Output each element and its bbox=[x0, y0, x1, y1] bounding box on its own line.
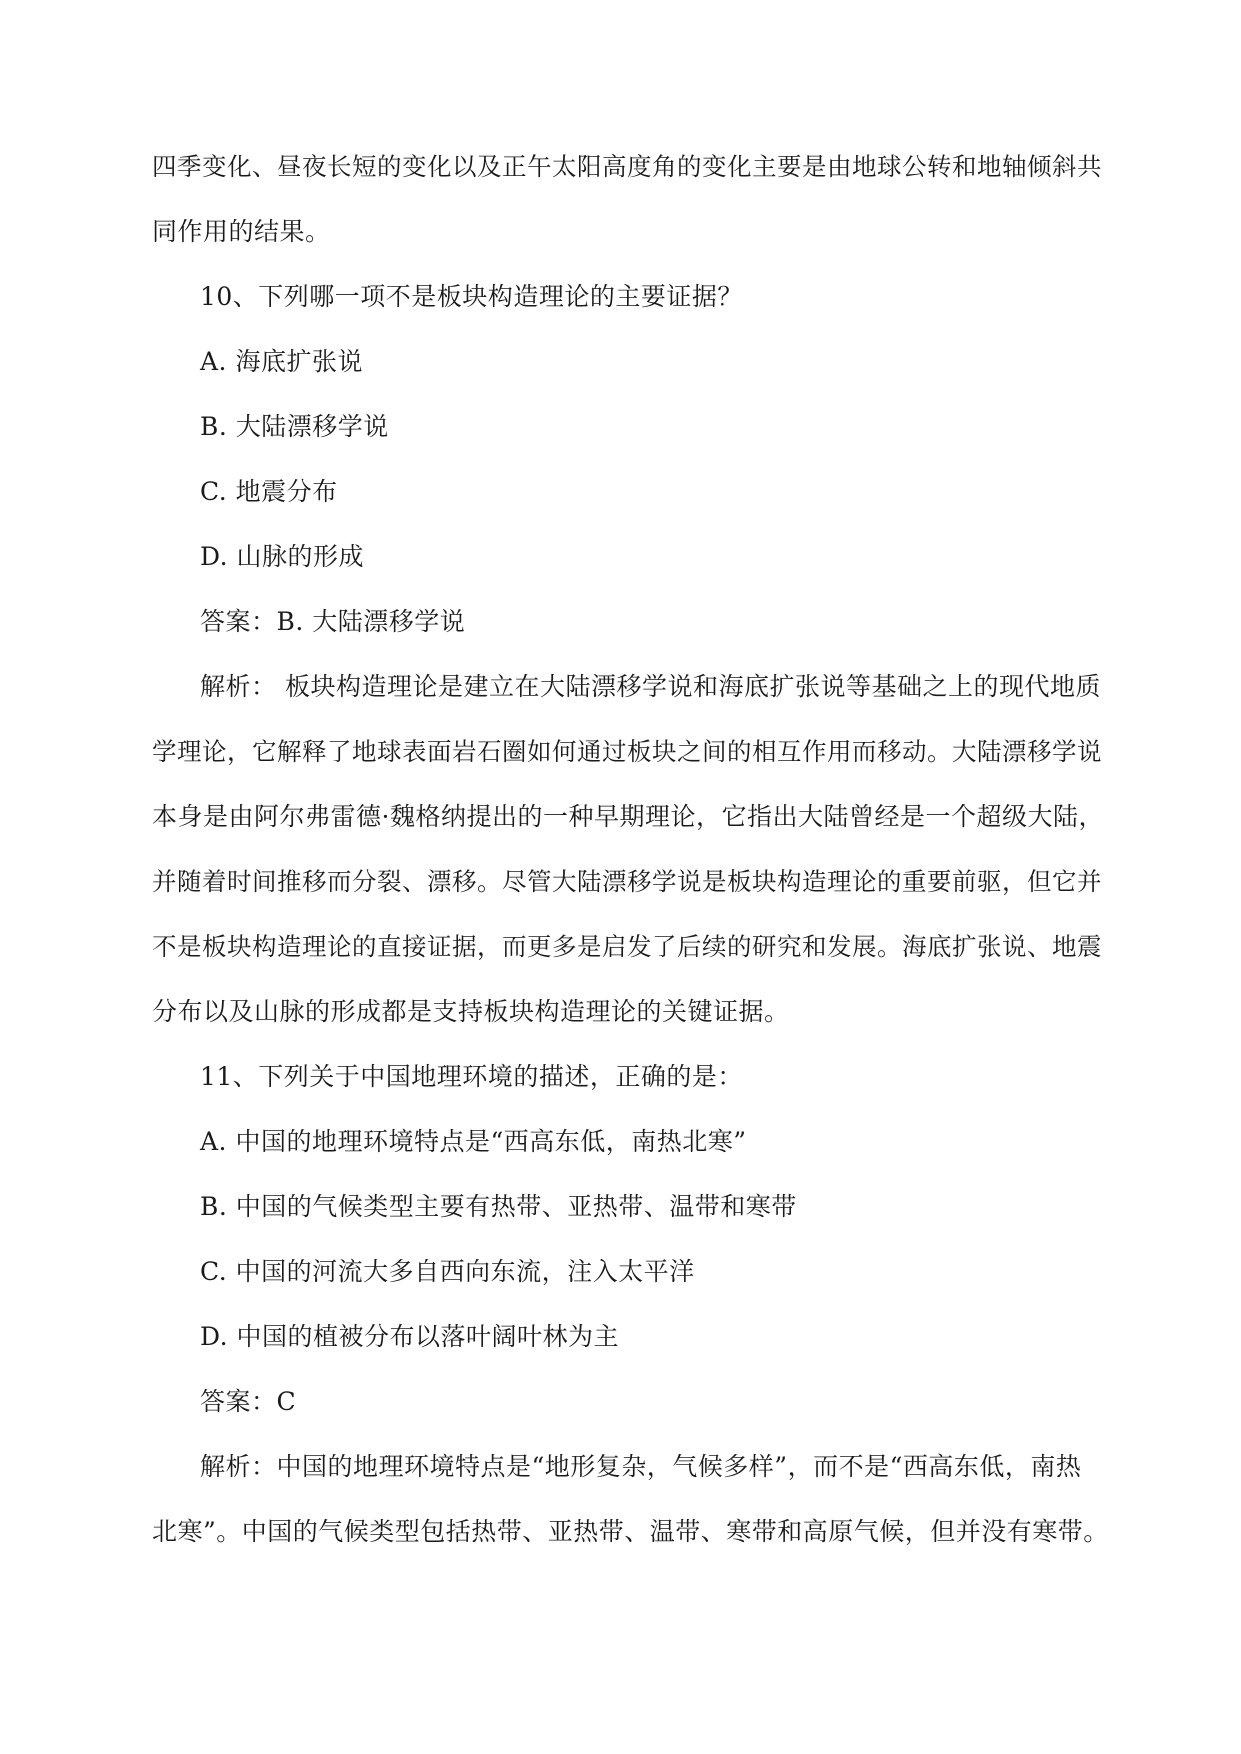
question-11-option-c: C. 中国的河流大多自西向东流，注入太平洋 bbox=[200, 1257, 695, 1286]
text-line: 北寒”。中国的气候类型包括热带、亚热带、温带、寒带和高原气候，但并没有寒带。 bbox=[152, 1517, 1109, 1546]
question-11-explanation: 解析：中国的地理环境特点是“地形复杂，气候多样”，而不是“西高东低，南热 bbox=[200, 1452, 1082, 1481]
text-line: 并随着时间推移而分裂、漂移。尽管大陆漂移学说是板块构造理论的重要前驱，但它并 bbox=[152, 867, 1102, 896]
text-line: 本身是由阿尔弗雷德·魏格纳提出的一种早期理论，它指出大陆曾经是一个超级大陆， bbox=[152, 802, 1104, 831]
question-10-option-c: C. 地震分布 bbox=[200, 477, 338, 506]
text-line: 分布以及山脉的形成都是支持板块构造理论的关键证据。 bbox=[152, 997, 790, 1026]
question-11-title: 11、下列关于中国地理环境的描述，正确的是： bbox=[200, 1062, 743, 1091]
question-10-option-b: B. 大陆漂移学说 bbox=[200, 412, 389, 441]
question-10-answer: 答案：B. 大陆漂移学说 bbox=[200, 607, 466, 636]
text-line: 四季变化、昼夜长短的变化以及正午太阳高度角的变化主要是由地球公转和地轴倾斜共 bbox=[152, 152, 1102, 181]
question-10-option-a: A. 海底扩张说 bbox=[200, 347, 363, 376]
question-10-explanation: 解析： 板块构造理论是建立在大陆漂移学说和海底扩张说等基础之上的现代地质 bbox=[200, 672, 1101, 701]
text-line: 同作用的结果。 bbox=[152, 217, 331, 246]
question-10-option-d: D. 山脉的形成 bbox=[200, 542, 365, 571]
question-11-answer: 答案：C bbox=[200, 1387, 297, 1416]
text-line: 学理论，它解释了地球表面岩石圈如何通过板块之间的相互作用而移动。大陆漂移学说 bbox=[152, 737, 1102, 766]
question-11-option-d: D. 中国的植被分布以落叶阔叶林为主 bbox=[200, 1322, 620, 1351]
question-11-option-a: A. 中国的地理环境特点是“西高东低，南热北寒” bbox=[200, 1127, 747, 1156]
question-11-option-b: B. 中国的气候类型主要有热带、亚热带、温带和寒带 bbox=[200, 1192, 797, 1221]
text-line: 不是板块构造理论的直接证据，而更多是启发了后续的研究和发展。海底扩张说、地震 bbox=[152, 932, 1102, 961]
question-10-title: 10、下列哪一项不是板块构造理论的主要证据？ bbox=[200, 282, 743, 311]
